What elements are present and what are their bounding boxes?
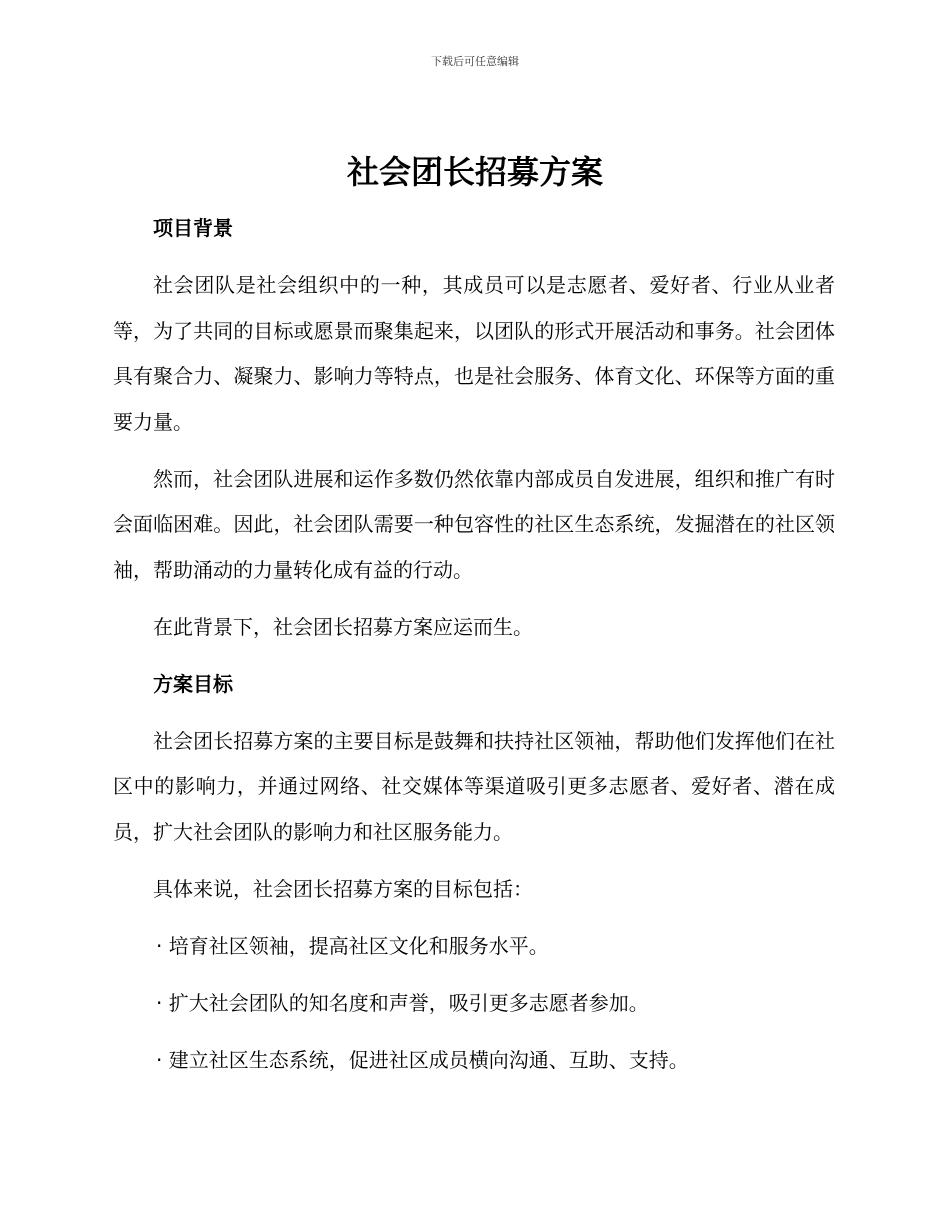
paragraph: 然而，社会团队进展和运作多数仍然依靠内部成员自发进展，组织和推广有时会面临困难。因此，社会团队需要一种包容性的社区生态系统，发掘潜在的社区领袖，帮助涌动的力量转化成有益的行动。: [113, 466, 835, 582]
section-heading-background: 项目背景: [153, 216, 233, 240]
paragraph: 具体来说，社会团长招募方案的目标包括：: [153, 876, 533, 901]
page-header-note: 下载后可任意编辑: [431, 55, 519, 68]
paragraph: 在此背景下，社会团长招募方案应运而生。: [153, 614, 533, 639]
paragraph: 社会团队是社会组织中的一种，其成员可以是志愿者、爱好者、行业从业者等，为了共同的目标或愿景而聚集起来，以团队的形式开展活动和事务。社会团体具有聚合力、凝聚力、影响力等特点，也是社会服务、体育文化、环保等方面的重要力量。: [113, 273, 835, 434]
bullet-item: · 培育社区领袖，提高社区文化和服务水平。: [156, 933, 549, 958]
bullet-item: · 建立社区生态系统，促进社区成员横向沟通、互助、支持。: [156, 1047, 689, 1072]
bullet-item: · 扩大社会团队的知名度和声誉，吸引更多志愿者参加。: [156, 990, 649, 1015]
section-heading-goals: 方案目标: [153, 671, 233, 696]
paragraph: 社会团长招募方案的主要目标是鼓舞和扶持社区领袖，帮助他们发挥他们在社区中的影响力，并通过网络、社交媒体等渠道吸引更多志愿者、爱好者、潜在成员，扩大社会团队的影响力和社区服务能力。: [113, 728, 835, 844]
document-body: [113, 206, 835, 1095]
document-title: 社会团长招募方案: [346, 153, 603, 191]
